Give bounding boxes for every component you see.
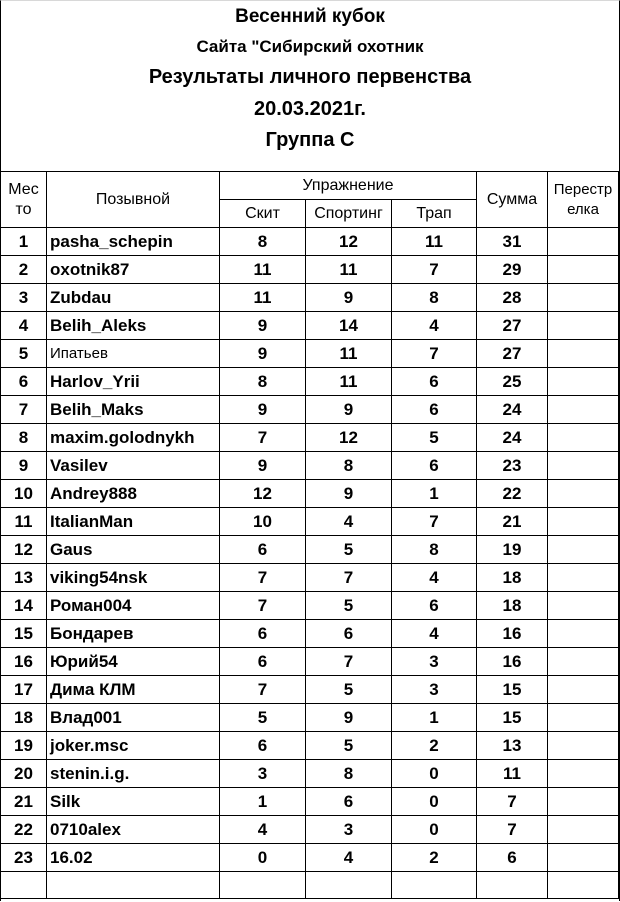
place-cell: 7 — [1, 396, 47, 424]
place-cell: 11 — [1, 508, 47, 536]
sporting-cell: 4 — [306, 844, 392, 872]
skeet-cell: 8 — [220, 228, 306, 256]
table-row — [1, 564, 619, 592]
place-cell: 22 — [1, 816, 47, 844]
total-header: Сумма — [477, 172, 548, 228]
sporting-cell: 5 — [306, 732, 392, 760]
callsign-cell: Бондарев — [47, 620, 220, 648]
total-cell: 28 — [477, 284, 548, 312]
table-row — [1, 424, 619, 452]
total-cell: 16 — [477, 620, 548, 648]
skeet-cell: 1 — [220, 788, 306, 816]
trap-cell: 3 — [392, 648, 477, 676]
place-cell: 10 — [1, 480, 47, 508]
total-cell: 15 — [477, 676, 548, 704]
trap-cell: 1 — [392, 704, 477, 732]
trap-cell: 3 — [392, 676, 477, 704]
sporting-cell: 7 — [306, 564, 392, 592]
trap-cell: 8 — [392, 284, 477, 312]
table-row — [1, 284, 619, 312]
callsign-cell: pasha_schepin — [47, 228, 220, 256]
table-row — [1, 396, 619, 424]
shootoff-cell — [548, 704, 619, 732]
callsign-cell: maxim.golodnykh — [47, 424, 220, 452]
callsign-cell: ItalianMan — [47, 508, 220, 536]
place-cell: 8 — [1, 424, 47, 452]
skeet-cell: 5 — [220, 704, 306, 732]
shootoff-cell — [548, 816, 619, 844]
sporting-cell: 6 — [306, 788, 392, 816]
table-row — [1, 760, 619, 788]
callsign-cell: oxotnik87 — [47, 256, 220, 284]
place-cell: 1 — [1, 228, 47, 256]
shootoff-cell — [548, 648, 619, 676]
total-cell: 13 — [477, 732, 548, 760]
table-row — [1, 368, 619, 396]
empty-cell — [306, 872, 392, 899]
sporting-cell: 8 — [306, 760, 392, 788]
shootoff-cell — [548, 844, 619, 872]
table-row — [1, 452, 619, 480]
table-row — [1, 844, 619, 872]
trap-cell: 6 — [392, 396, 477, 424]
shootoff-cell — [548, 592, 619, 620]
callsign-cell: Harlov_Yrii — [47, 368, 220, 396]
results-rows — [1, 228, 619, 899]
total-cell: 22 — [477, 480, 548, 508]
total-cell: 16 — [477, 648, 548, 676]
place-cell: 12 — [1, 536, 47, 564]
place-cell: 2 — [1, 256, 47, 284]
total-cell: 25 — [477, 368, 548, 396]
sporting-cell: 9 — [306, 284, 392, 312]
skeet-cell: 7 — [220, 424, 306, 452]
table-row — [1, 340, 619, 368]
shootoff-cell — [548, 396, 619, 424]
trap-cell: 7 — [392, 256, 477, 284]
sporting-cell: 3 — [306, 816, 392, 844]
skeet-cell: 6 — [220, 536, 306, 564]
empty-cell — [548, 872, 619, 899]
shootoff-cell — [548, 424, 619, 452]
shootoff-header-line2: елка — [567, 200, 599, 218]
place-cell: 6 — [1, 368, 47, 396]
trap-cell: 0 — [392, 788, 477, 816]
total-cell: 21 — [477, 508, 548, 536]
callsign-cell: stenin.i.g. — [47, 760, 220, 788]
callsign-header: Позывной — [47, 172, 220, 228]
sporting-cell: 12 — [306, 424, 392, 452]
callsign-cell: Роман004 — [47, 592, 220, 620]
sporting-cell: 12 — [306, 228, 392, 256]
callsign-cell: Silk — [47, 788, 220, 816]
table-row — [1, 312, 619, 340]
results-table — [0, 171, 619, 899]
shootoff-cell — [548, 508, 619, 536]
shootoff-cell — [548, 256, 619, 284]
place-cell: 21 — [1, 788, 47, 816]
empty-cell — [47, 872, 220, 899]
trap-header: Трап — [392, 200, 477, 228]
trap-cell: 6 — [392, 368, 477, 396]
shootoff-cell — [548, 228, 619, 256]
group-title: Группа С — [265, 129, 355, 151]
place-cell: 14 — [1, 592, 47, 620]
shootoff-cell — [548, 284, 619, 312]
place-header-line2: то — [15, 200, 32, 218]
place-cell: 20 — [1, 760, 47, 788]
place-cell: 9 — [1, 452, 47, 480]
callsign-cell: joker.msc — [47, 732, 220, 760]
place-cell: 23 — [1, 844, 47, 872]
total-cell: 31 — [477, 228, 548, 256]
trap-cell: 0 — [392, 760, 477, 788]
trap-cell: 4 — [392, 620, 477, 648]
sporting-cell: 6 — [306, 620, 392, 648]
shootoff-cell — [548, 620, 619, 648]
shootoff-header-line1: Перестр — [553, 180, 613, 198]
callsign-cell: Gaus — [47, 536, 220, 564]
results-title: Результаты личного первенства — [148, 66, 472, 88]
callsign-cell: Влад001 — [47, 704, 220, 732]
shootoff-cell — [548, 788, 619, 816]
exercise-header: Упражнение — [220, 172, 477, 200]
empty-cell — [1, 872, 47, 899]
total-cell: 27 — [477, 312, 548, 340]
place-cell: 17 — [1, 676, 47, 704]
place-cell: 15 — [1, 620, 47, 648]
table-row — [1, 676, 619, 704]
place-cell: 4 — [1, 312, 47, 340]
total-cell: 23 — [477, 452, 548, 480]
sporting-cell: 11 — [306, 340, 392, 368]
empty-row — [1, 872, 619, 899]
table-row — [1, 816, 619, 844]
skeet-cell: 7 — [220, 676, 306, 704]
skeet-cell: 11 — [220, 256, 306, 284]
table-row — [1, 704, 619, 732]
total-cell: 18 — [477, 592, 548, 620]
skeet-cell: 9 — [220, 396, 306, 424]
sporting-cell: 4 — [306, 508, 392, 536]
shootoff-cell — [548, 480, 619, 508]
sporting-cell: 9 — [306, 704, 392, 732]
shootoff-cell — [548, 452, 619, 480]
total-cell: 18 — [477, 564, 548, 592]
trap-cell: 6 — [392, 452, 477, 480]
total-cell: 6 — [477, 844, 548, 872]
sporting-cell: 14 — [306, 312, 392, 340]
table-row — [1, 732, 619, 760]
total-cell: 24 — [477, 396, 548, 424]
callsign-cell: Belih_Aleks — [47, 312, 220, 340]
skeet-cell: 4 — [220, 816, 306, 844]
trap-cell: 2 — [392, 732, 477, 760]
total-cell: 7 — [477, 816, 548, 844]
table-row — [1, 536, 619, 564]
sporting-cell: 5 — [306, 676, 392, 704]
table-row — [1, 256, 619, 284]
skeet-cell: 11 — [220, 284, 306, 312]
sporting-cell: 5 — [306, 592, 392, 620]
sporting-cell: 8 — [306, 452, 392, 480]
trap-cell: 8 — [392, 536, 477, 564]
table-row — [1, 788, 619, 816]
table-row — [1, 228, 619, 256]
trap-cell: 4 — [392, 564, 477, 592]
sporting-header: Спортинг — [306, 200, 392, 228]
callsign-cell: Zubdau — [47, 284, 220, 312]
total-cell: 7 — [477, 788, 548, 816]
trap-cell: 7 — [392, 508, 477, 536]
skeet-cell: 9 — [220, 312, 306, 340]
callsign-cell: Ипатьев — [47, 340, 220, 368]
shootoff-cell — [548, 312, 619, 340]
table-row — [1, 508, 619, 536]
place-cell: 19 — [1, 732, 47, 760]
shootoff-cell — [548, 368, 619, 396]
sporting-cell: 9 — [306, 396, 392, 424]
skeet-cell: 12 — [220, 480, 306, 508]
skeet-cell: 0 — [220, 844, 306, 872]
table-row — [1, 620, 619, 648]
place-cell: 5 — [1, 340, 47, 368]
table-row — [1, 592, 619, 620]
table-row — [1, 480, 619, 508]
total-cell: 27 — [477, 340, 548, 368]
empty-cell — [220, 872, 306, 899]
trap-cell: 7 — [392, 340, 477, 368]
shootoff-cell — [548, 676, 619, 704]
empty-cell — [392, 872, 477, 899]
skeet-cell: 8 — [220, 368, 306, 396]
callsign-cell: Belih_Maks — [47, 396, 220, 424]
shootoff-cell — [548, 732, 619, 760]
site-title: Сайта "Сибирский охотник — [196, 37, 424, 56]
place-cell: 16 — [1, 648, 47, 676]
sporting-cell: 11 — [306, 368, 392, 396]
trap-cell: 1 — [392, 480, 477, 508]
callsign-cell: Vasilev — [47, 452, 220, 480]
total-cell: 19 — [477, 536, 548, 564]
total-cell: 15 — [477, 704, 548, 732]
place-cell: 18 — [1, 704, 47, 732]
skeet-cell: 6 — [220, 732, 306, 760]
cup-title: Весенний кубок — [235, 6, 385, 27]
callsign-cell: Юрий54 — [47, 648, 220, 676]
trap-cell: 6 — [392, 592, 477, 620]
total-cell: 24 — [477, 424, 548, 452]
skeet-header: Скит — [220, 200, 306, 228]
sporting-cell: 5 — [306, 536, 392, 564]
callsign-cell: 16.02 — [47, 844, 220, 872]
shootoff-header — [548, 172, 619, 228]
sporting-cell: 7 — [306, 648, 392, 676]
skeet-cell: 7 — [220, 564, 306, 592]
table-row — [1, 648, 619, 676]
callsign-cell: 0710alex — [47, 816, 220, 844]
place-header — [1, 172, 47, 228]
trap-cell: 4 — [392, 312, 477, 340]
shootoff-cell — [548, 564, 619, 592]
event-date: 20.03.2021г. — [254, 98, 366, 120]
trap-cell: 0 — [392, 816, 477, 844]
place-header-line1: Мес — [8, 180, 39, 198]
place-cell: 13 — [1, 564, 47, 592]
trap-cell: 2 — [392, 844, 477, 872]
skeet-cell: 9 — [220, 340, 306, 368]
callsign-cell: Andrey888 — [47, 480, 220, 508]
sporting-cell: 9 — [306, 480, 392, 508]
shootoff-cell — [548, 340, 619, 368]
trap-cell: 5 — [392, 424, 477, 452]
shootoff-cell — [548, 536, 619, 564]
trap-cell: 11 — [392, 228, 477, 256]
sporting-cell: 11 — [306, 256, 392, 284]
callsign-cell: viking54nsk — [47, 564, 220, 592]
shootoff-cell — [548, 760, 619, 788]
total-cell: 11 — [477, 760, 548, 788]
total-cell: 29 — [477, 256, 548, 284]
empty-cell — [477, 872, 548, 899]
skeet-cell: 3 — [220, 760, 306, 788]
skeet-cell: 7 — [220, 592, 306, 620]
skeet-cell: 6 — [220, 620, 306, 648]
skeet-cell: 10 — [220, 508, 306, 536]
skeet-cell: 9 — [220, 452, 306, 480]
place-cell: 3 — [1, 284, 47, 312]
skeet-cell: 6 — [220, 648, 306, 676]
callsign-cell: Дима КЛМ — [47, 676, 220, 704]
